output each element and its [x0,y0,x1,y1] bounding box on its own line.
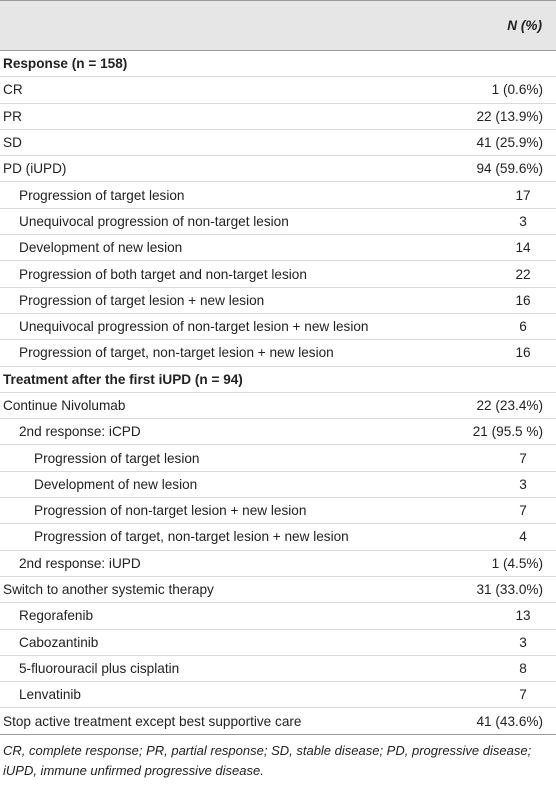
row-value: 31 (33.0%) [446,576,556,602]
row-label: Progression of both target and non-target lesion [0,261,446,287]
table-row [0,103,556,129]
row-value: 4 [446,524,556,550]
row-label: 2nd response: iCPD [0,419,446,445]
row-label: Progression of non-target lesion + new lesion [0,498,446,524]
row-value: 1 (0.6%) [446,77,556,103]
table-header [0,1,556,51]
table-row [0,287,556,313]
row-label: PD (iUPD) [0,156,446,182]
row-label: Progression of target lesion [0,445,446,471]
table-row [0,682,556,708]
header-label-cell [0,1,446,51]
row-label: Unequivocal progression of non-target lesion [0,208,446,234]
table-row [0,340,556,366]
row-label: Continue Nivolumab [0,392,446,418]
row-value: 7 [446,445,556,471]
table-row [0,182,556,208]
row-label: Regorafenib [0,603,446,629]
row-label: CR [0,77,446,103]
row-value: 41 (43.6%) [446,708,556,734]
row-label: Development of new lesion [0,235,446,261]
table-row [0,392,556,418]
row-value: 13 [446,603,556,629]
row-label: Unequivocal progression of non-target lesion + new lesion [0,313,446,339]
row-value: 14 [446,235,556,261]
row-label: Cabozantinib [0,629,446,655]
table-row [0,603,556,629]
table-row [0,550,556,576]
row-label: Progression of target, non-target lesion + new lesion [0,340,446,366]
row-value: 22 [446,261,556,287]
row-value: 7 [446,682,556,708]
row-label: Development of new lesion [0,471,446,497]
row-label: 5-fluorouracil plus cisplatin [0,655,446,681]
table-row [0,445,556,471]
row-label: 2nd response: iUPD [0,550,446,576]
row-label: Switch to another systemic therapy [0,576,446,602]
table-row [0,471,556,497]
row-value: 41 (25.9%) [446,129,556,155]
row-value: 16 [446,287,556,313]
table-row [0,419,556,445]
table-row [0,655,556,681]
row-value: 16 [446,340,556,366]
header-n-percent: N (%) [446,1,556,51]
table-row [0,524,556,550]
row-value: 22 (23.4%) [446,392,556,418]
row-value: 17 [446,182,556,208]
row-value: 21 (95.5 %) [446,419,556,445]
row-value: 7 [446,498,556,524]
row-label: Progression of target lesion + new lesion [0,287,446,313]
table-row [0,208,556,234]
table-row [0,156,556,182]
row-label: PR [0,103,446,129]
row-value: 6 [446,313,556,339]
row-label: Progression of target, non-target lesion + new lesion [0,524,446,550]
table-footnote: CR, complete response; PR, partial response; SD, stable disease; PD, progressive disease; iUPD, immune unfirmed progressive disease. [3,742,532,778]
row-value: 1 (4.5%) [446,550,556,576]
section-title: Response (n = 158) [0,51,446,77]
row-value: 3 [446,471,556,497]
header-row [0,1,556,51]
row-value: 94 (59.6%) [446,156,556,182]
row-label: Lenvatinib [0,682,446,708]
row-value [446,366,556,392]
row-value: 3 [446,208,556,234]
table-row [0,261,556,287]
row-value: 8 [446,655,556,681]
row-value: 22 (13.9%) [446,103,556,129]
table-row [0,77,556,103]
table-row [0,313,556,339]
table-row [0,235,556,261]
section-header-row [0,366,556,392]
row-label: Stop active treatment except best supportive care [0,708,446,734]
row-value [446,51,556,77]
table-row [0,576,556,602]
table-row [0,629,556,655]
table-row [0,498,556,524]
row-value: 3 [446,629,556,655]
section-header-row [0,51,556,77]
row-label: SD [0,129,446,155]
row-label: Progression of target lesion [0,182,446,208]
table-body [0,51,556,735]
section-title: Treatment after the first iUPD (n = 94) [0,366,446,392]
table-row [0,129,556,155]
table-row [0,708,556,734]
